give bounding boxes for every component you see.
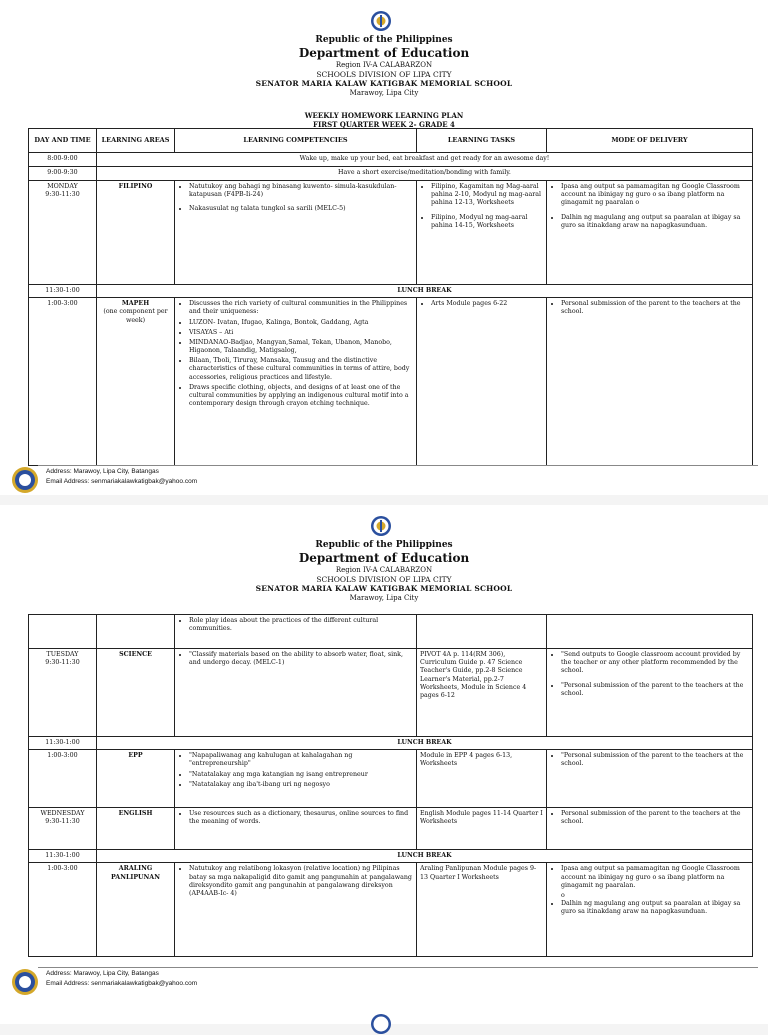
- table-row-wednesday: [29, 808, 753, 850]
- table-row: [29, 167, 753, 181]
- plan-title: WEEKLY HOMEWORK LEARNING PLAN: [304, 111, 464, 120]
- table-row: [29, 615, 753, 649]
- competencies-cell: [175, 863, 417, 957]
- footer-email: Email Address: senmariakalawkatigbak@yahoo.com: [46, 477, 198, 485]
- plan-table-page-1: [28, 128, 753, 466]
- area-cell: [97, 298, 175, 466]
- document-page-2: [0, 505, 768, 1024]
- list-item: • Natutukoy ang relatibong lokasyon (relative location) ng Pilipinas batay sa mga nakapaligid dito gamit ang pangunahin at pangalawang direksyondito gamit ang pangunahin at pangalawang direksyon (AP4AAB-Ic- 4): [189, 865, 413, 898]
- col-tasks: LEARNING TASKS: [417, 129, 547, 153]
- deped-seal-icon: [370, 10, 392, 32]
- table-header-row: [29, 129, 753, 153]
- list-item: • Dalhin ng magulang ang output sa paaralan at ibigay sa guro sa itinakdang araw na napagkasunduan.: [561, 900, 749, 916]
- division-line: SCHOOLS DIVISION OF LIPA CITY: [316, 70, 452, 79]
- day-cell: [29, 181, 97, 285]
- col-day-time: DAY AND TIME: [29, 129, 97, 153]
- division-line: SCHOOLS DIVISION OF LIPA CITY: [316, 575, 452, 584]
- list-item: • Nakasusulat ng talata tungkol sa sarili (MELC-5): [189, 205, 413, 213]
- lunch-break-label: LUNCH BREAK: [97, 850, 753, 863]
- delivery-cell: [547, 863, 753, 957]
- list-item: • "Personal submission of the parent to the teachers at the school.: [561, 752, 749, 768]
- list-item: • Draws specific clothing, objects, and designs of at least one of the cultural communities by applying an indigenous cultural motif into a contemporary design through crayon etching technique.: [189, 384, 413, 409]
- list-item: • "Napapaliwanag ang kahulugan at kahalagahan ng "entrepreneurship": [189, 752, 413, 768]
- lunch-break-label: LUNCH BREAK: [97, 737, 753, 750]
- school-line: SENATOR MARIA KALAW KATIGBAK MEMORIAL SCHOOL: [255, 79, 513, 89]
- table-row-lunch: [29, 737, 753, 750]
- footer-text: [46, 467, 197, 487]
- list-item: • "Send outputs to Google classroom account provided by the teacher or any other platform recommended by the school.: [561, 651, 749, 676]
- delivery-cell: [547, 298, 753, 466]
- region-line: Region IV-A CALABARZON: [335, 61, 433, 70]
- plan-titles: [0, 111, 768, 129]
- list-item: • Dalhin ng magulang ang output sa paaralan at ibigay sa guro sa itinakdang araw na napagkasunduan.: [561, 214, 749, 230]
- tasks-cell: English Module pages 11-14 Quarter I Worksheets: [417, 808, 547, 850]
- republic-line: Republic of the Philippines: [315, 540, 453, 550]
- location-line: Marawoy, Lipa City: [349, 593, 419, 602]
- exercise-text: Have a short exercise/meditation/bonding with family.: [97, 167, 753, 181]
- location-line: Marawoy, Lipa City: [349, 88, 419, 97]
- list-item: • Ipasa ang output sa pamamagitan ng Google Classroom account na ibinigay ng guro o sa ibang platform na ginagamit ng paaralan o: [561, 183, 749, 208]
- time-label: 9:30-11:30: [45, 191, 80, 199]
- footer-address: Address: Marawoy, Lipa City, Batangas: [46, 970, 159, 977]
- competencies-cell: [175, 750, 417, 808]
- deped-seal-icon: [370, 1013, 392, 1035]
- page-footer: [10, 465, 758, 495]
- area-label: MAPEH: [121, 300, 150, 308]
- time-cell: 1:00-3:00: [29, 863, 97, 957]
- deped-seal-icon: [370, 515, 392, 537]
- table-row-mapeh: [29, 298, 753, 466]
- day-label: MONDAY: [47, 183, 78, 190]
- list-item: • Role play ideas about the practices of the different cultural communities.: [189, 617, 413, 633]
- lunch-break-label: LUNCH BREAK: [97, 285, 753, 298]
- list-item: • Filipino, Kagamitan ng Mag-aaral pahina 2-10, Modyul ng mag-aaral pahina 12-13, Worksheets: [431, 183, 543, 208]
- time-cell: 8:00-9:00: [29, 153, 97, 167]
- time-cell: 11:30-1:00: [29, 285, 97, 298]
- competencies-cell: [175, 298, 417, 466]
- department-line: Department of Education: [298, 46, 470, 61]
- list-item: • "Personal submission of the parent to the teachers at the school.: [561, 682, 749, 698]
- day-cell: [29, 649, 97, 737]
- delivery-cell: [547, 808, 753, 850]
- competencies-cell: [175, 649, 417, 737]
- day-label: WEDNESDAY: [40, 810, 85, 818]
- department-line: Department of Education: [298, 551, 470, 566]
- document-page-1: [0, 0, 768, 495]
- republic-line: Republic of the Philippines: [315, 35, 453, 45]
- day-label: TUESDAY: [46, 651, 79, 658]
- list-item: • Personal submission of the parent to the teachers at the school.: [561, 300, 749, 316]
- school-line: SENATOR MARIA KALAW KATIGBAK MEMORIAL SCHOOL: [255, 584, 513, 594]
- list-item: • Bilaan, Tboli, Tiruray, Mansaka, Tausug and the distinctive characteristics of these cultural communities in terms of attire, body accessories, religious practices and lifestyle.: [189, 357, 413, 382]
- time-cell: 1:00-3:00: [29, 750, 97, 808]
- time-label: 9:30-11:30: [45, 818, 80, 826]
- area-cell: SCIENCE: [97, 649, 175, 737]
- list-item: • Discusses the rich variety of cultural communities in the Philippines and their uniqueness:: [189, 300, 413, 316]
- competencies-cell: [175, 808, 417, 850]
- delivery-cell: [547, 750, 753, 808]
- footer-rule: [38, 967, 758, 968]
- competencies-cell: [175, 615, 417, 649]
- school-logo-icon: [10, 465, 40, 495]
- tasks-cell: PIVOT 4A p. 114(RM 306), Curriculum Guide p. 47 Science Teacher's Guide, pp.2-8 Science Learner's Material, pp.2-7 Worksheets, Module in Science 4 pages 6-12: [417, 649, 547, 737]
- list-item: • Ipasa ang output sa pamamagitan ng Google Classroom account na ibinigay ng guro o sa ibang platform na ginagamit ng paaralan.: [561, 865, 749, 890]
- area-note: (one component per week): [103, 308, 168, 324]
- table-row: [29, 153, 753, 167]
- or-text: o: [561, 891, 565, 899]
- footer-text: [46, 969, 197, 989]
- letterhead: [0, 35, 768, 98]
- table-row-epp: [29, 750, 753, 808]
- footer-email: Email Address: senmariakalawkatigbak@yahoo.com: [46, 979, 198, 987]
- col-competencies: LEARNING COMPETENCIES: [175, 129, 417, 153]
- page-footer: [10, 967, 758, 997]
- tasks-cell: [417, 298, 547, 466]
- footer-address: Address: Marawoy, Lipa City, Batangas: [46, 468, 159, 475]
- delivery-cell: [547, 181, 753, 285]
- letterhead: [0, 540, 768, 603]
- tasks-cell: Araling Panlipunan Module pages 9-13 Quarter I Worksheets: [417, 863, 547, 957]
- time-cell: 11:30-1:00: [29, 737, 97, 750]
- day-cell: [29, 808, 97, 850]
- list-item: • Arts Module pages 6-22: [431, 300, 543, 308]
- list-item: • Use resources such as a dictionary, thesaurus, online sources to find the meaning of words.: [189, 810, 413, 826]
- list-item: • LUZON- Ivatan, Ifugao, Kalinga, Bontok, Gaddang, Agta: [189, 319, 413, 327]
- list-item: • Personal submission of the parent to the teachers at the school.: [561, 810, 749, 826]
- tasks-cell: Module in EPP 4 pages 6-13, Worksheets: [417, 750, 547, 808]
- area-cell: ARALING PANLIPUNAN: [97, 863, 175, 957]
- table-row-tuesday: [29, 649, 753, 737]
- list-item: • VISAYAS – Ati: [189, 329, 413, 337]
- list-item: • MINDANAO-Badjao, Mangyan,Samal, Tekan, Ubanon, Manobo, Higaonon, Talaandig, Matigsalog,: [189, 339, 413, 355]
- time-cell: 9:00-9:30: [29, 167, 97, 181]
- list-item: • "Natatalakay ang iba't-ibang uri ng negosyo: [189, 781, 413, 789]
- footer-rule: [38, 465, 758, 466]
- table-row-lunch: [29, 850, 753, 863]
- list-item: • "Classify materials based on the ability to absorb water, float, sink, and undergo decay. (MELC-1): [189, 651, 413, 667]
- area-cell: ENGLISH: [97, 808, 175, 850]
- col-learning-areas: LEARNING AREAS: [97, 129, 175, 153]
- col-delivery: MODE OF DELIVERY: [547, 129, 753, 153]
- list-item: • "Natatalakay ang mga katangian ng isang entrepreneur: [189, 771, 413, 779]
- list-item: • Natutukoy ang bahagi ng binasang kuwento- simula-kasukdulan-katapusan (F4PB-Ii-24): [189, 183, 413, 199]
- table-row-lunch: [29, 285, 753, 298]
- wake-up-text: Wake up, make up your bed, eat breakfast and get ready for an awesome day!: [97, 153, 753, 167]
- time-label: 9:30-11:30: [45, 659, 80, 667]
- school-logo-icon: [10, 967, 40, 997]
- delivery-cell: [547, 649, 753, 737]
- list-item: • Filipino, Modyul ng mag-aaral pahina 14-15, Worksheets: [431, 214, 543, 230]
- plan-table-page-2: [28, 614, 753, 957]
- region-line: Region IV-A CALABARZON: [335, 566, 433, 575]
- tasks-cell: [417, 181, 547, 285]
- area-cell: EPP: [97, 750, 175, 808]
- time-cell: 1:00-3:00: [29, 298, 97, 466]
- time-cell: 11:30-1:00: [29, 850, 97, 863]
- table-row-araling-panlipunan: [29, 863, 753, 957]
- area-cell: FILIPINO: [97, 181, 175, 285]
- plan-subtitle: FIRST QUARTER WEEK 2- GRADE 4: [313, 120, 455, 130]
- competencies-cell: [175, 181, 417, 285]
- table-row-monday: [29, 181, 753, 285]
